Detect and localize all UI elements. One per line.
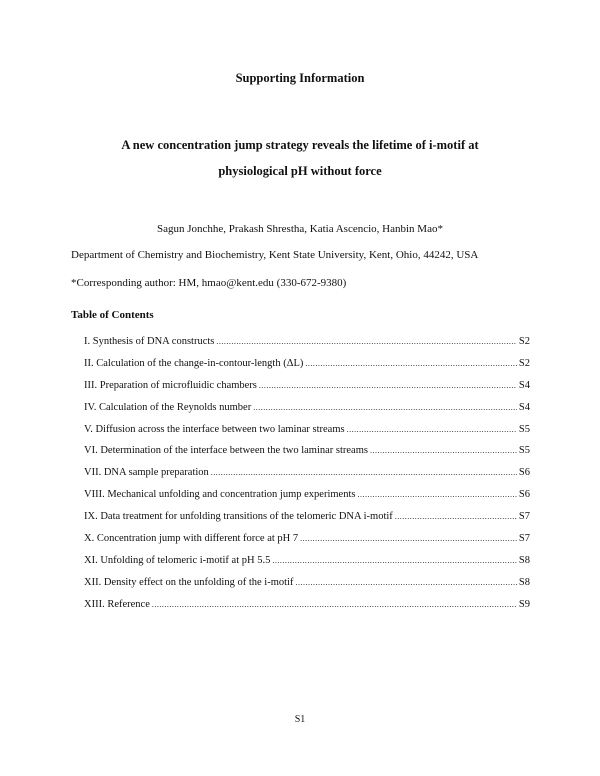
toc-entry-label: IV. Calculation of the Reynolds number — [84, 401, 252, 413]
toc-entry[interactable] — [84, 599, 530, 621]
toc-entry[interactable] — [84, 445, 530, 467]
paper-title-line: A new concentration jump strategy reveals the lifetime of i-motif at — [121, 138, 479, 152]
toc-entry-label: XI. Unfolding of telomeric i-motif at pH 5.5 — [84, 554, 271, 566]
paper-title — [60, 132, 540, 184]
toc-entry-label: XII. Density effect on the unfolding of the i-motif — [84, 576, 294, 588]
toc-dot-leader — [347, 425, 517, 434]
page-number: S1 — [294, 714, 306, 725]
toc-dot-leader — [259, 381, 517, 390]
toc-dot-leader — [295, 578, 516, 587]
toc-dot-leader — [395, 512, 517, 521]
toc-entry-page: S7 — [518, 533, 530, 545]
toc-dot-leader — [272, 556, 517, 565]
toc-entry-page: S5 — [518, 423, 530, 435]
toc-entry[interactable] — [84, 336, 530, 358]
toc-entry-page: S8 — [518, 576, 530, 588]
toc-entry[interactable] — [84, 577, 530, 599]
toc-heading: Table of Contents — [71, 309, 154, 321]
toc-entry[interactable] — [84, 555, 530, 577]
toc-entry-label: X. Concentration jump with different force at pH 7 — [84, 533, 299, 545]
toc-entry-label: IX. Data treatment for unfolding transitions of the telomeric DNA i-motif — [84, 511, 393, 523]
toc-entry[interactable] — [84, 380, 530, 402]
toc-entry-page: S6 — [518, 467, 530, 479]
paper-title-line: physiological pH without force — [218, 164, 382, 178]
toc-entry-label: V. Diffusion across the interface between two laminar streams — [84, 423, 345, 435]
supporting-information-heading: Supporting Information — [235, 71, 365, 85]
toc-entry-label: VI. Determination of the interface between the two laminar streams — [84, 445, 368, 457]
toc-entry-page: S8 — [518, 554, 530, 566]
toc-dot-leader — [370, 446, 517, 455]
toc-entry-page: S6 — [518, 489, 530, 501]
toc-dot-leader — [305, 359, 517, 368]
toc-entry-page: S2 — [518, 357, 530, 369]
toc-entry-label: II. Calculation of the change-in-contour-length (ΔL) — [84, 357, 304, 369]
toc-entry-page: S7 — [518, 511, 530, 523]
toc-entry[interactable] — [84, 533, 530, 555]
toc-dot-leader — [253, 403, 517, 412]
toc-entry-page: S4 — [518, 401, 530, 413]
toc-dot-leader — [152, 600, 517, 609]
toc-entry-page: S9 — [518, 598, 530, 610]
toc-entry[interactable] — [84, 358, 530, 380]
toc-entry[interactable] — [84, 489, 530, 511]
toc-dot-leader — [211, 468, 517, 477]
toc-entry[interactable] — [84, 424, 530, 446]
toc-entry-label: I. Synthesis of DNA constructs — [84, 336, 215, 347]
toc-entry-label: XIII. Reference — [84, 598, 150, 610]
toc-entry-label: VIII. Mechanical unfolding and concentration jump experiments — [84, 489, 356, 501]
table-of-contents — [84, 336, 530, 621]
toc-dot-leader — [300, 534, 517, 543]
toc-dot-leader — [357, 490, 516, 499]
toc-entry-page: S5 — [518, 445, 530, 457]
corresponding-author: *Corresponding author: HM, hmao@kent.edu (330-672-9380) — [71, 277, 347, 289]
toc-entry-label: III. Preparation of microfluidic chambers — [84, 379, 257, 391]
toc-dot-leader — [216, 337, 517, 346]
toc-entry-page: S2 — [518, 336, 530, 347]
toc-entry[interactable] — [84, 511, 530, 533]
author-list: Sagun Jonchhe, Prakash Shrestha, Katia Ascencio, Hanbin Mao* — [157, 223, 443, 235]
toc-entry-page: S4 — [518, 379, 530, 391]
toc-entry[interactable] — [84, 402, 530, 424]
affiliation: Department of Chemistry and Biochemistry, Kent State University, Kent, Ohio, 44242, USA — [71, 249, 479, 261]
toc-entry-label: VII. DNA sample preparation — [84, 467, 209, 479]
toc-entry[interactable] — [84, 467, 530, 489]
